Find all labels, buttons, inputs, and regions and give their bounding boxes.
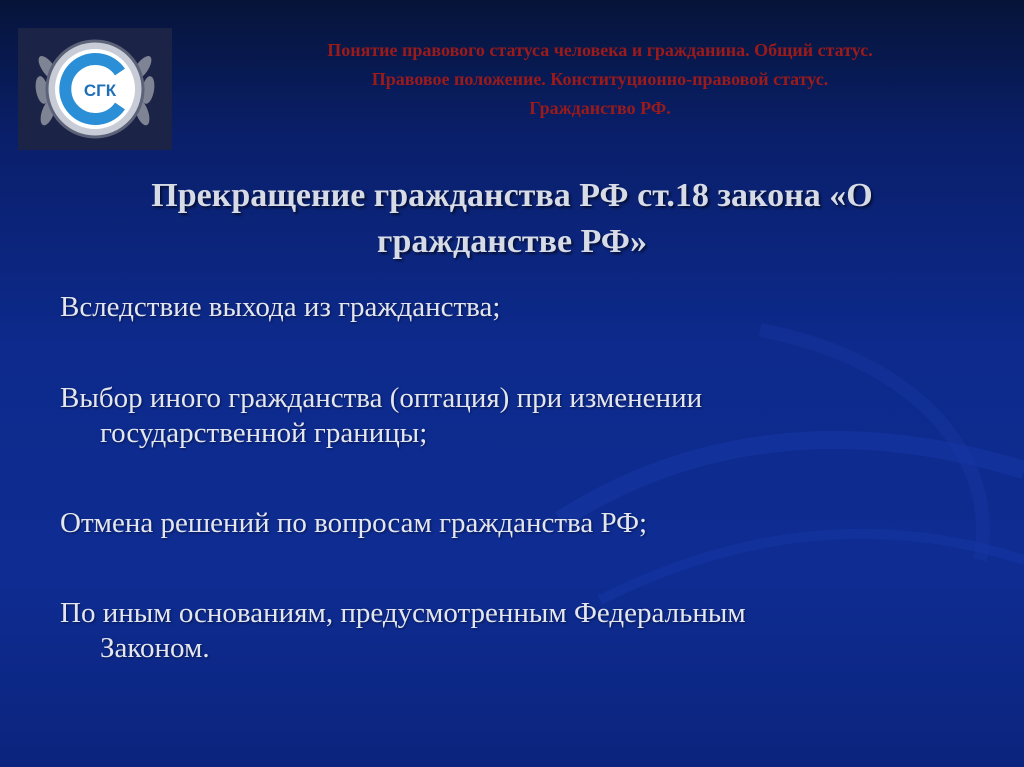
title-line: Прекращение гражданства РФ ст.18 закона «О — [151, 177, 873, 214]
list-item-text: государственной границы; — [100, 417, 428, 449]
sgk-emblem-icon — [18, 28, 172, 150]
list-item-text: Выбор иного гражданства (оптация) при изменении — [60, 382, 703, 414]
list-item — [60, 506, 647, 541]
header-line: Понятие правового статуса человека и гражданина. Общий статус. — [327, 40, 873, 60]
list-item-text: По иным основаниям, предусмотренным Федеральным — [60, 597, 746, 629]
slide-title — [40, 173, 984, 265]
slide-header — [190, 36, 1010, 123]
list-item-text: Законом. — [100, 632, 210, 664]
list-item — [60, 596, 746, 666]
list-item — [60, 290, 500, 325]
header-line: Правовое положение. Конституционно-правовой статус. — [371, 69, 829, 89]
logo-text: СГК — [83, 81, 117, 100]
logo — [18, 28, 172, 150]
list-item-text: Отмена решений по вопросам гражданства РФ; — [60, 507, 648, 539]
list-item-text: Вследствие выхода из гражданства; — [60, 291, 501, 323]
title-line: гражданстве РФ» — [377, 223, 647, 260]
list-item — [60, 381, 702, 451]
header-line: Гражданство РФ. — [529, 98, 671, 118]
